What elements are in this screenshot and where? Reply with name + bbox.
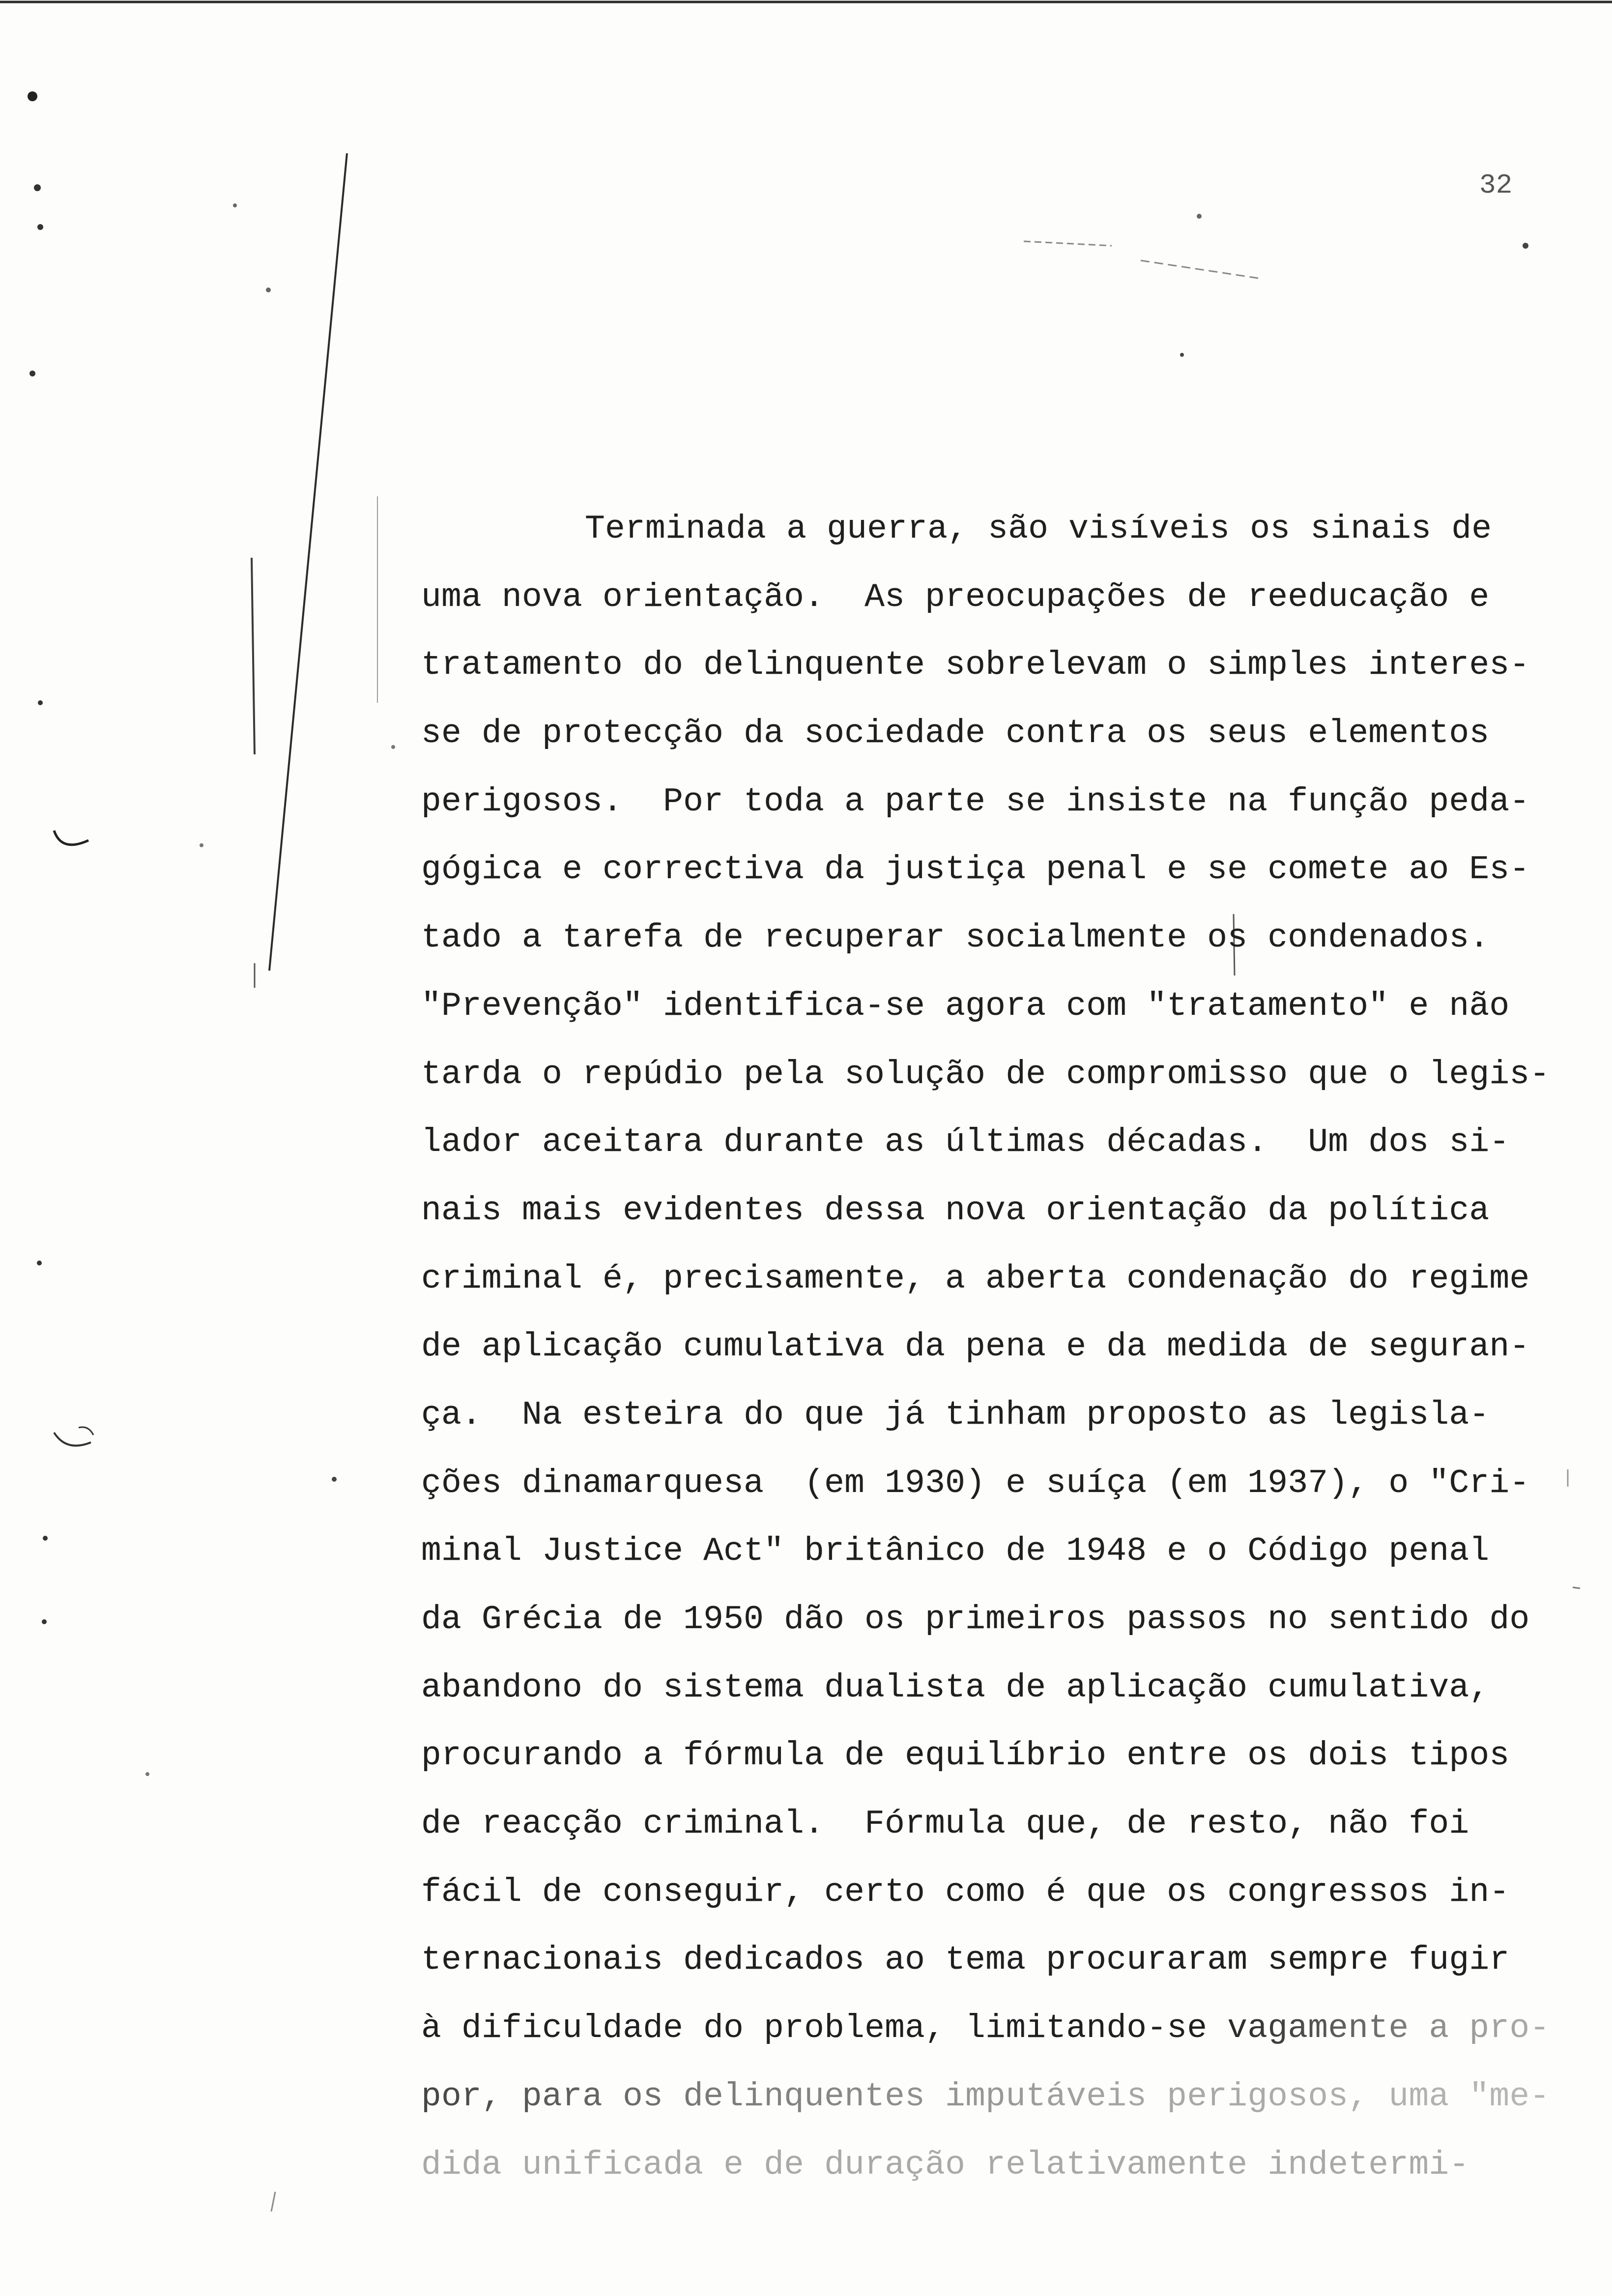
scan-artifact-line <box>271 2192 275 2211</box>
text-line: se de protecção da sociedade contra os seus elementos <box>421 715 1490 753</box>
scan-artifact-dash <box>1024 241 1112 246</box>
text-line: ça. Na esteira do que já tinham proposto as legisla- <box>421 1396 1490 1434</box>
text-line: tarda o repúdio pela solução de compromisso que o legis- <box>421 1055 1550 1093</box>
scan-artifact-arc <box>54 1433 91 1446</box>
text-line: fácil de conseguir, certo como é que os congressos in- <box>421 1873 1510 1911</box>
text-line: lador aceitara durante as últimas décadas. Um dos si- <box>421 1123 1510 1162</box>
scan-speck <box>1180 353 1184 357</box>
scan-speck <box>37 224 43 230</box>
text-line: nais mais evidentes dessa nova orientação da política <box>421 1191 1490 1230</box>
text-line: de reacção criminal. Fórmula que, de resto, não foi <box>421 1805 1469 1843</box>
scan-speck <box>1523 243 1528 249</box>
text-line: criminal é, precisamente, a aberta condenação do regime <box>421 1260 1530 1298</box>
scan-speck <box>233 203 237 207</box>
scan-speck <box>332 1477 337 1482</box>
text-line: tado a tarefa de recuperar socialmente os condenados. <box>421 919 1490 957</box>
scan-artifact-arc <box>79 1427 93 1435</box>
scan-speck <box>145 1772 149 1776</box>
scan-artifact-dash <box>1141 260 1258 278</box>
scan-speck <box>200 843 203 847</box>
scan-speck <box>391 745 395 749</box>
text-line: "Prevenção" identifica-se agora com "tratamento" e não <box>421 987 1510 1025</box>
scan-speck <box>29 371 35 376</box>
text-line: tratamento do delinquente sobrelevam o simples interes- <box>421 646 1530 685</box>
scan-speck <box>43 1536 48 1541</box>
scan-artifact-arc <box>54 831 88 845</box>
text-line: Terminada a guerra, são visíveis os sinais de <box>585 510 1492 548</box>
scan-speck <box>38 700 43 705</box>
text-line: procurando a fórmula de equilíbrio entre os dois tipos <box>421 1737 1510 1775</box>
text-line: perigosos. Por toda a parte se insiste na função peda- <box>421 782 1530 821</box>
scan-speck <box>34 184 41 191</box>
text-line: da Grécia de 1950 dão os primeiros passos no sentido do <box>421 1601 1530 1638</box>
text-line: uma nova orientação. As preocupações de reeducação e <box>421 578 1490 616</box>
scan-artifact-line <box>269 153 347 971</box>
scan-speck <box>266 287 271 292</box>
page-number: 32 <box>1479 170 1513 201</box>
text-line: de aplicação cumulativa da pena e da medida de seguran- <box>421 1328 1530 1366</box>
text-line: gógica e correctiva da justiça penal e se comete ao Es- <box>421 851 1530 889</box>
scan-speck <box>42 1619 47 1624</box>
scan-speck <box>28 91 37 101</box>
text-line: à dificuldade do problema, limitando-se vagamente a pro- <box>421 1995 1581 2063</box>
text-line: ções dinamarquesa (em 1930) e suíça (em 1937), o "Cri- <box>421 1464 1530 1502</box>
text-line: abandono do sistema dualista de aplicação cumulativa, <box>421 1668 1490 1707</box>
scan-speck <box>37 1261 42 1265</box>
scan-artifact-line <box>252 558 255 754</box>
text-line: ternacionais dedicados ao tema procuraram sempre fugir <box>421 1941 1510 1980</box>
text-line: dida unificada e de duração relativamente indetermi- <box>421 2146 1469 2184</box>
scan-speck <box>1197 214 1202 219</box>
text-line: minal Justice Act" britânico de 1948 e o Código penal <box>421 1532 1490 1571</box>
text-line: por, para os delinquentes imputáveis perigosos, uma "me- <box>421 2063 1581 2131</box>
body-paragraph <box>421 495 1581 2199</box>
